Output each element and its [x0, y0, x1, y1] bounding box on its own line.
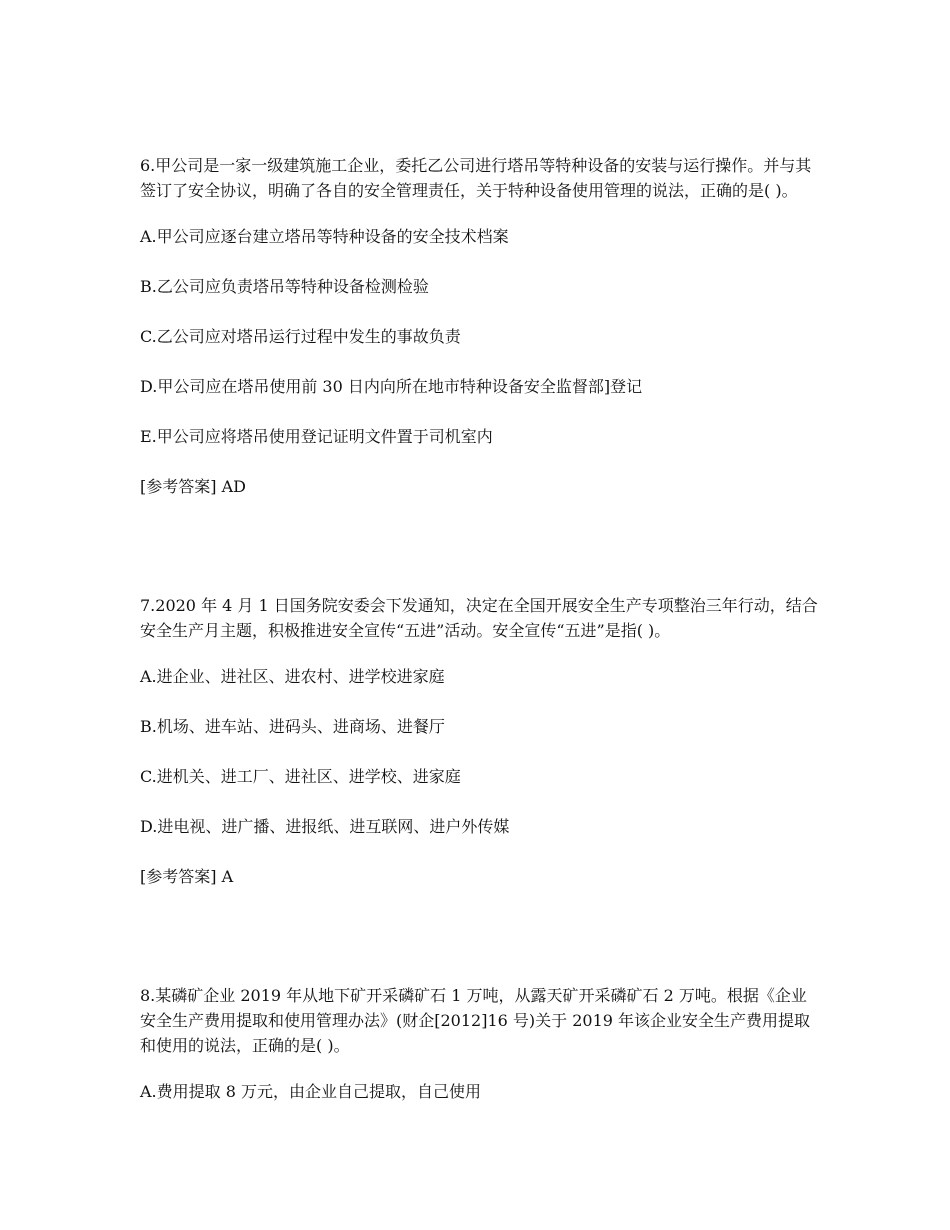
option-a: A.费用提取 8 万元，由企业自己提取，自己使用 — [140, 1082, 481, 1101]
option-a: A.进企业、进社区、进农村、进学校进家庭 — [140, 667, 445, 686]
option-c: C.进机关、进工厂、进社区、进学校、进家庭 — [140, 767, 461, 786]
question-stem: 8.某磷矿企业 2019 年从地下矿开采磷矿石 1 万吨，从露天矿开采磷矿石 2 万吨。根据《企业安全生产费用提取和使用管理办法》(财企[2012]16 号)关于 2019 年该企业安全生产费用提取和使用的说法，正确的是( )。 — [140, 986, 811, 1055]
answer-key: [参考答案] A — [140, 867, 234, 886]
option-d: D.进电视、进广播、进报纸、进互联网、进户外传媒 — [140, 817, 510, 836]
question-6 — [140, 153, 820, 499]
question-7 — [140, 593, 820, 889]
question-stem: 7.2020 年 4 月 1 日国务院安委会下发通知，决定在全国开展安全生产专项整治三年行动，结合安全生产月主题，积极推进安全宣传“五进”活动。安全宣传“五进”是指( )。 — [140, 596, 818, 640]
option-e: E.甲公司应将塔吊使用登记证明文件置于司机室内 — [140, 427, 493, 446]
answer-key: [参考答案] AD — [140, 477, 246, 496]
option-b: B.乙公司应负责塔吊等特种设备检测检验 — [140, 277, 429, 296]
question-stem: 6.甲公司是一家一级建筑施工企业，委托乙公司进行塔吊等特种设备的安装与运行操作。并与其签订了安全协议，明确了各自的安全管理责任，关于特种设备使用管理的说法，正确的是( )。 — [140, 156, 812, 200]
option-a: A.甲公司应逐台建立塔吊等特种设备的安全技术档案 — [140, 227, 509, 246]
option-c: C.乙公司应对塔吊运行过程中发生的事故负责 — [140, 327, 461, 346]
option-b: B.机场、进车站、进码头、进商场、进餐厅 — [140, 717, 445, 736]
option-d: D.甲公司应在塔吊使用前 30 日内向所在地市特种设备安全监督部]登记 — [140, 377, 643, 396]
question-8 — [140, 983, 820, 1104]
